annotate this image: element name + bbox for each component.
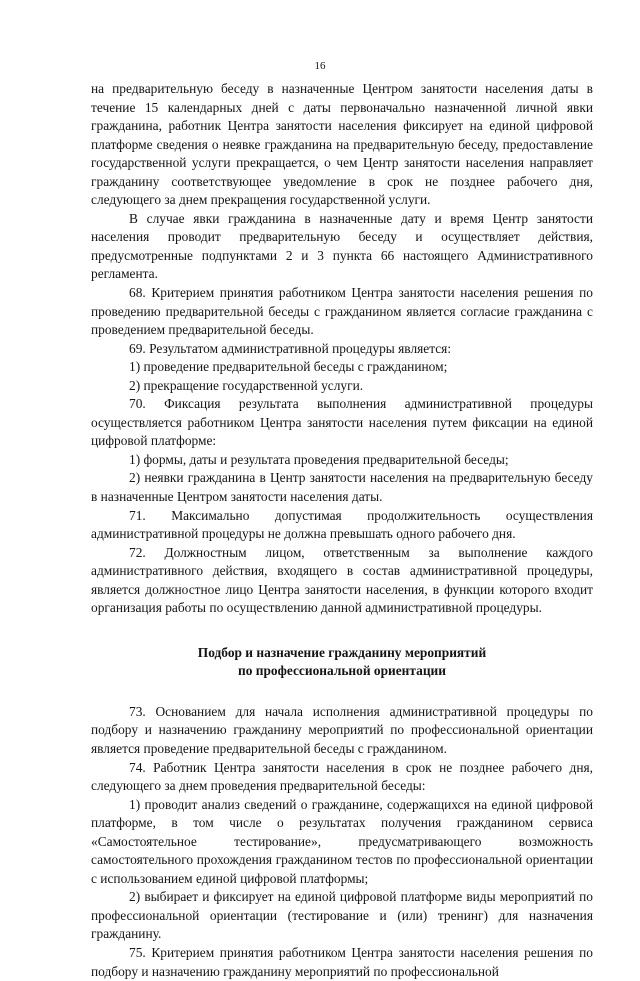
paragraph-73: 73. Основанием для начала исполнения административной процедуры по подбору и назначению гражданину мероприятий по профессиональной ориентации является проведение предварительной беседы с гражданином. <box>91 703 593 756</box>
paragraph-68: 68. Критерием принятия работником Центра занятости населения решения по проведению предварительной беседы с гражданином является согласие гражданина с проведением предварительной беседы. <box>91 285 593 338</box>
section-heading-line: Подбор и назначение гражданину мероприятий <box>197 644 487 660</box>
paragraph-74: 74. Работник Центра занятости населения в срок не позднее рабочего дня, следующего за днем проведения предварительной беседы: <box>91 759 593 794</box>
paragraph: В случае явки гражданина в назначенные дату и время Центр занятости населения проводит предварительную беседу и осуществляет действия, предусмотренные подпунктами 2 и 3 пункта 66 настоящего Административного регламента. <box>91 210 593 282</box>
list-item: 2) прекращение государственной услуги. <box>129 377 364 393</box>
list-item: 1) проведение предварительной беседы с гражданином; <box>129 359 448 375</box>
paragraph-71: 71. Максимально допустимая продолжительность осуществления административной процедуры не должна превышать одного рабочего дня. <box>91 507 593 542</box>
paragraph-continuation: на предварительную беседу в назначенные Центром занятости населения даты в течение 15 календарных дней с даты первоначально назначенной личной явки гражданина, работник Центра занятости населения фиксирует на единой цифровой платформе сведения о неявке гражданина на предварительную беседу, предоставление государственной услуги прекращается, о чем Центр занятости населения направляет гражданину соответствующее уведомление в срок не позднее рабочего дня, следующего за днем прекращения государственной услуги. <box>91 81 593 208</box>
list-item: 1) формы, даты и результата проведения предварительной беседы; <box>129 451 509 467</box>
list-item: 2) неявки гражданина в Центр занятости населения на предварительную беседу в назначенные Центром занятости населения даты. <box>91 470 593 505</box>
document-body <box>91 80 593 981</box>
section-heading-line: по профессиональной ориентации <box>238 663 446 679</box>
page-number: 16 <box>314 60 326 72</box>
paragraph-69: 69. Результатом административной процедуры является: <box>129 340 452 356</box>
paragraph-72: 72. Должностным лицом, ответственным за выполнение каждого административного действия, входящего в состав административной процедуры, является должностное лицо Центра занятости населения, в функции которого входит организация работы по осуществлению данной административной процедуры. <box>91 544 593 616</box>
list-item: 1) проводит анализ сведений о гражданине, содержащихся на единой цифровой платформе, в том числе о результатах получения гражданином сервиса «Самостоятельное тестирование», предусматривающего возможность самостоятельного прохождения гражданином тестов по профессиональной ориентации с использованием единой цифровой платформы; <box>91 796 593 886</box>
paragraph-70: 70. Фиксация результата выполнения административной процедуры осуществляется работником Центра занятости населения путем фиксации на единой цифровой платформе: <box>91 396 593 449</box>
paragraph-75: 75. Критерием принятия работником Центра занятости населения решения по подбору и назначению гражданину мероприятий по профессиональной <box>91 944 593 979</box>
section-heading <box>91 644 593 681</box>
list-item: 2) выбирает и фиксирует на единой цифровой платформе виды мероприятий по профессиональной ориентации (тестирование и (или) тренинг) для назначения гражданину. <box>91 889 593 942</box>
